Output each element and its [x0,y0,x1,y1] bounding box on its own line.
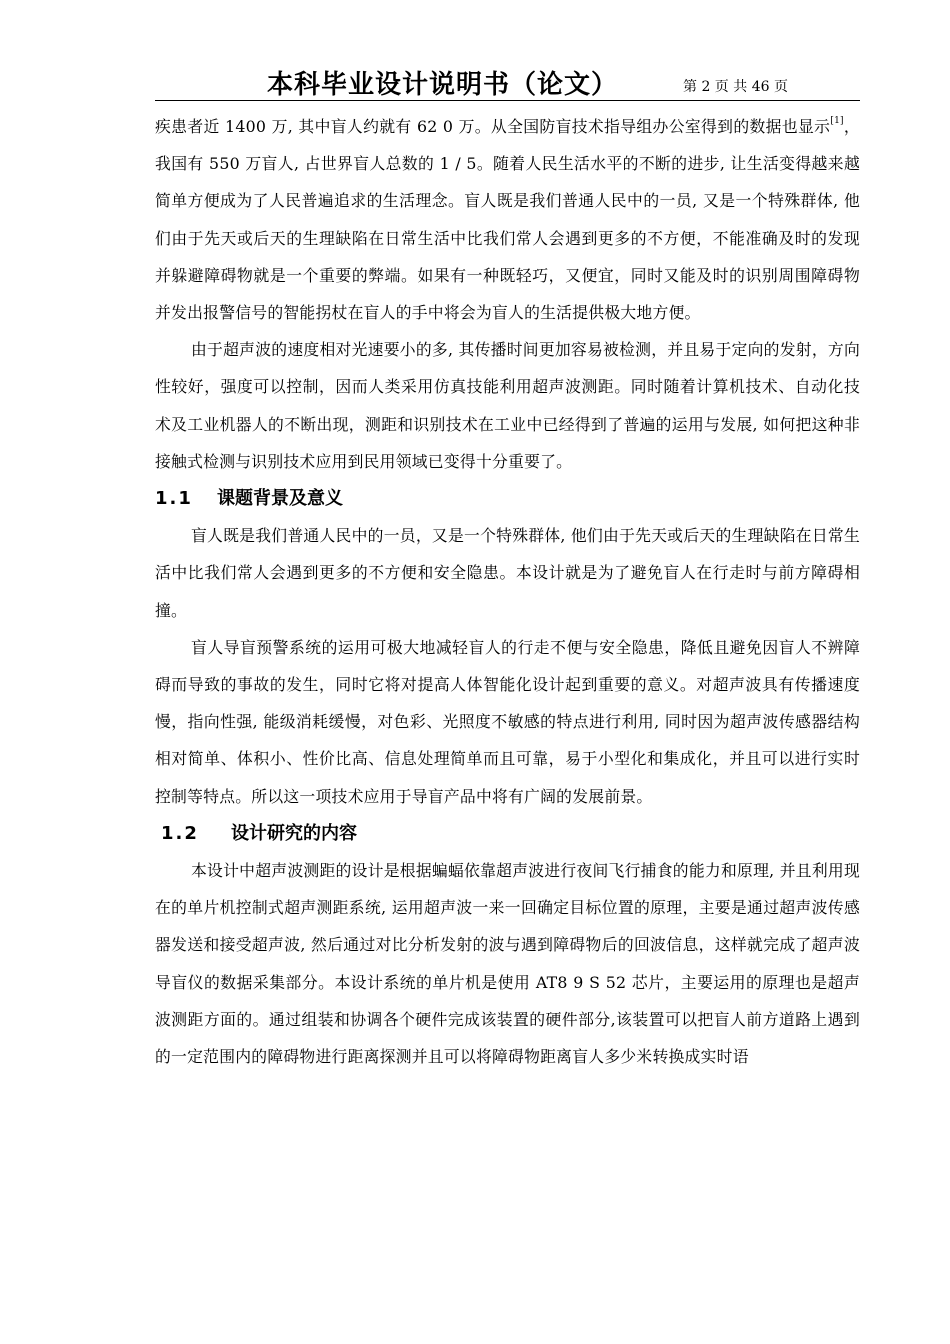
header-divider [155,100,860,101]
page-number: 第 2 页 共 46 页 [683,79,788,95]
document-body [155,108,860,1075]
intro-paragraph-2: 由于超声波的速度相对光速要小的多, 其传播时间更加容易被检测，并且易于定向的发射，方向性较好，强度可以控制，因而人类采用仿真技能利用超声波测距。同时随着计算机技术、自动化技术及工业机器人的不断出现，测距和识别技术在工业中已经得到了普遍的运用与发展, 如何把这种非接触式检测与识别技术应用到民用领域已变得十分重要了。 [155,340,860,471]
section-title: 课题背景及意义 [217,488,343,510]
section-heading-1-1 [155,480,860,517]
page-header [155,62,860,102]
citation-reference: [1] [830,116,844,126]
section-1-1-paragraph-2: 盲人导盲预警系统的运用可极大地减轻盲人的行走不便与安全隐患，降低且避免因盲人不辨障碍而导致的事故的发生，同时它将对提高人体智能化设计起到重要的意义。对超声波具有传播速度慢，指向性强, 能级消耗缓慢，对色彩、光照度不敏感的特点进行利用, 同时因为超声波传感器结构相对简单、体积小、性价比高、信息处理简单而且可靠，易于小型化和集成化，并且可以进行实时控制等特点。所以这一项技术应用于导盲产品中将有广阔的发展前景。 [155,637,860,806]
intro-paragraph-1-text-b: ，我国有 550 万盲人, 占世界盲人总数的 1 / 5。随着人民生活水平的不断的进步, 让生活变得越来越简单方便成为了人民普遍追求的生活理念。盲人既是我们普通人民中的一员, 又是一个特殊群体, 他们由于先天或后天的生理缺陷在日常生活中比我们常人会遇到更多的不方便，不能准确及时的发现并躲避障碍物就是一个重要的弊端。如果有一种既轻巧，又便宜，同时又能及时的识别周围障碍物并发出报警信号的智能拐杖在盲人的手中将会为盲人的生活提供极大地方便。 [155,117,860,323]
section-number: 1.1 [155,488,193,510]
section-title: 设计研究的内容 [231,822,357,844]
section-number: 1.2 [161,822,199,844]
section-1-1-paragraph-1: 盲人既是我们普通人民中的一员，又是一个特殊群体, 他们由于先天或后天的生理缺陷在日常生活中比我们常人会遇到更多的不方便和安全隐患。本设计就是为了避免盲人在行走时与前方障碍相撞。 [155,526,860,620]
section-1-2-paragraph-1: 本设计中超声波测距的设计是根据蝙蝠依靠超声波进行夜间飞行捕食的能力和原理, 并且利用现在的单片机控制式超声测距系统, 运用超声波一来一回确定目标位置的原理，主要是通过超声波传感器发送和接受超声波, 然后通过对比分析发射的波与遇到障碍物后的回波信息，这样就完成了超声波导盲仪的数据采集部分。本设计系统的单片机是使用 AT8 9 S 52 芯片，主要运用的原理也是超声波测距方面的。通过组装和协调各个硬件完成该装置的硬件部分,该装置可以把盲人前方道路上遇到的一定范围内的障碍物进行距离探测并且可以将障碍物距离盲人多少米转换成实时语 [155,861,860,1067]
intro-paragraph-1 [155,108,860,331]
document-title: 本科毕业设计说明书（论文） [267,70,619,100]
section-heading-1-2 [155,815,860,852]
intro-paragraph-1-text-a: 疾患者近 1400 万, 其中盲人约就有 62 0 万。从全国防盲技术指导组办公室得到的数据也显示 [155,117,831,136]
